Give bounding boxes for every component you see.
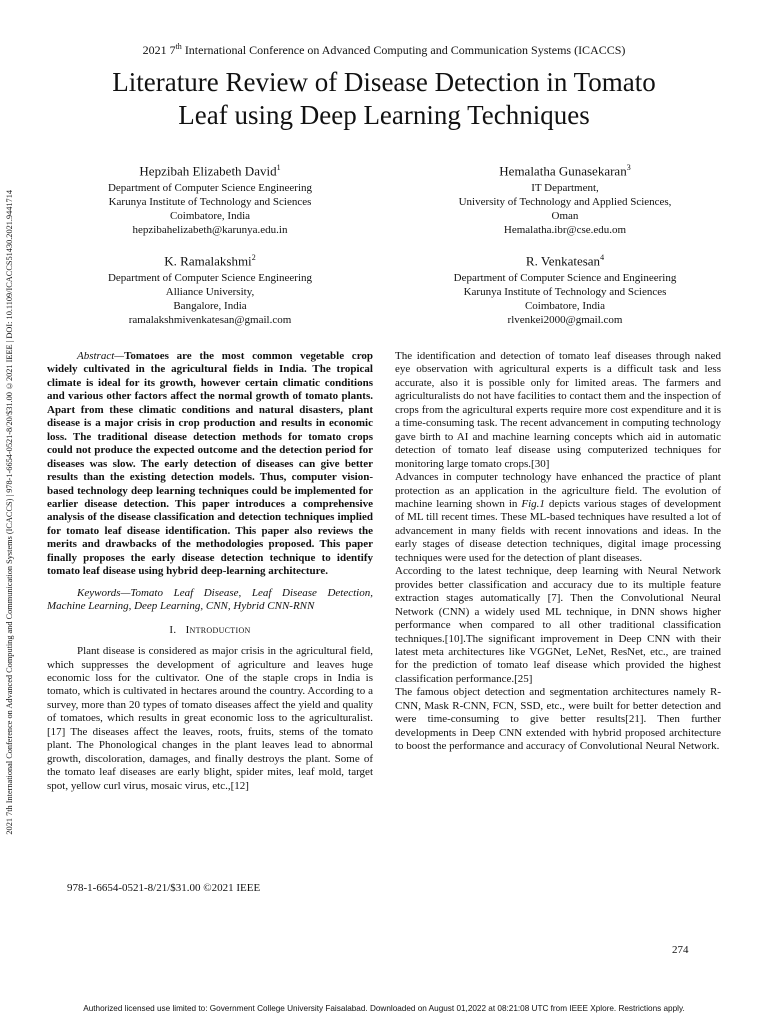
author-affiliation-line: Bangalore, India bbox=[173, 300, 247, 313]
author-name: R. Venkatesan$^4$ bbox=[525, 253, 605, 269]
paper-title bbox=[40, 66, 728, 132]
right-paragraph-2: Advances in computer technology have enhanced the practice of plant protection as an application in the agriculture field. The evolution of machine learning shown in Fig.1 depicts various stages of development of ML till recent times. These ML-based techniques have resulted a lot of advancement in many fields with recent innovations and ideas. In the early stages of disease detection techniques, digital image processing techniques were used for the detection of plant diseases. bbox=[395, 471, 721, 564]
abstract-label: Abstract— bbox=[77, 350, 125, 362]
keywords bbox=[47, 587, 373, 614]
author-name: Hepzibah Elizabeth David$^1$ bbox=[139, 163, 281, 179]
author-block-3 bbox=[410, 158, 720, 237]
keywords-text: Tomato Leaf Disease, Leaf Disease Detection, Machine Learning, Deep Learning, CNN, Hybrid CNN-RNN bbox=[47, 586, 373, 613]
section-heading-introduction bbox=[47, 624, 373, 637]
section-number: I. bbox=[169, 623, 177, 636]
conference-name: International Conference on Advanced Computing and Communication Systems (ICACCS) bbox=[181, 43, 626, 57]
abstract bbox=[47, 350, 373, 579]
section-title: Introduction bbox=[185, 623, 251, 636]
license-footer: Authorized licensed use limited to: Government College University Faisalabad. Downloaded on August 01,2022 at 08:21:08 UTC from IEEE Xplore. Restrictions apply. bbox=[83, 1004, 685, 1013]
keywords-label: Keywords— bbox=[77, 586, 131, 599]
sidebar-doi-text: 2021 7th International Conference on Advanced Computing and Communication Systems (ICACCS) | 978-1-6654-0521-8/20/$31.00 ©2021 IEEE | DOI: 10.1109/ICACCS51430.2021.9441714 bbox=[4, 189, 14, 835]
conference-year: 2021 7 bbox=[142, 43, 176, 57]
author-affiliation-line: IT Department, bbox=[531, 182, 599, 195]
author-affiliation-line: University of Technology and Applied Sciences, bbox=[458, 196, 672, 209]
figure-reference[interactable]: Fig.1 bbox=[521, 497, 545, 510]
author-affiliation-line: Karunya Institute of Technology and Sciences bbox=[108, 196, 312, 209]
author-name: K. Ramalakshmi$^2$ bbox=[164, 253, 256, 269]
author-block-4 bbox=[410, 248, 720, 327]
right-paragraph-4: The famous object detection and segmentation architectures namely R-CNN, Mask R-CNN, FCN, SSD, etc., were built for better detection and were time-consuming to give better results[21]. Then further developments in Deep CNN extended with hybrid proposed architecture to boost the performance and accuracy of Convolutional Neural Network. bbox=[395, 686, 721, 753]
author-affiliation-line: Oman bbox=[551, 210, 579, 223]
conference-header bbox=[0, 42, 768, 58]
author-affiliation-line: Department of Computer Science Engineering bbox=[107, 272, 313, 285]
sidebar-doi bbox=[2, 132, 16, 892]
author-block-1 bbox=[60, 158, 360, 237]
introduction-paragraph-1: Plant disease is considered as major crisis in the agricultural field, which suppresses the development of agriculture and leaves huge economic loss for the cultivator. One of the staple crops in India is tomato, which is cultivated in hectares around the country. According to a survey, more than 20 types of tomato diseases affect the yield and quality of tomatoes, which results in great economic loss to the agriculturalist.[17] The diseases affect the leaves, roots, fruits, stems of the tomato plant. The Phonological changes in the plant leaves lead to abnormal growth, discoloration, damages, and finally destroys the plant. Some of the tomato leaf diseases are early blight, spider mites, leaf mold, target spot, yellow curl virus, mosaic virus, etc.,[12] bbox=[47, 645, 373, 792]
conference-ordinal: th bbox=[175, 42, 182, 51]
copyright-notice: 978-1-6654-0521-8/21/$31.00 ©2021 IEEE bbox=[67, 882, 261, 894]
author-affiliation-line: Department of Computer Science and Engineering bbox=[453, 272, 677, 285]
author-name: Hemalatha Gunasekaran$^3$ bbox=[499, 163, 631, 179]
author-affiliation-line: Karunya Institute of Technology and Sciences bbox=[463, 286, 667, 299]
author-affiliation-line: Department of Computer Science Engineering bbox=[107, 182, 313, 195]
author-email: rlvenkei2000@gmail.com bbox=[507, 314, 623, 327]
author-email: hepzibahelizabeth@karunya.edu.in bbox=[132, 224, 288, 237]
page-number: 274 bbox=[672, 944, 689, 956]
author-affiliation-line: Coimbatore, India bbox=[524, 300, 606, 313]
author-affiliation-line: Coimbatore, India bbox=[169, 210, 251, 223]
author-block-2 bbox=[60, 248, 360, 327]
right-paragraph-1: The identification and detection of tomato leaf diseases through naked eye observation with agricultural experts is a difficult task and less accurate, also it is possible only for limited areas. The farmers and agriculturalists do not have facilities to contact them and the inspection of crops from the agricultural experts require more cost expenditure and it is a time-consuming task. The recent advancement in computing technology gave birth to AI and machine learning concepts which aid in automatic detection of tomato leaf disease using computerized techniques for monitoring large tomato crops.[30] bbox=[395, 350, 721, 470]
right-column bbox=[395, 350, 721, 754]
author-email: ramalakshmivenkatesan@gmail.com bbox=[128, 314, 292, 327]
title-line-2: Leaf using Deep Learning Techniques bbox=[178, 100, 590, 130]
left-column bbox=[47, 350, 373, 793]
author-affiliation-line: Alliance University, bbox=[165, 286, 255, 299]
abstract-text: Tomatoes are the most common vegetable crop widely cultivated in the agricultural fields in India. The tropical climate is ideal for its growth, however certain climatic conditions and various other factors affect the normal growth of tomato plants. Apart from these climatic conditions and natural disasters, plant disease is a major crisis in crop production and results in economic loss. The traditional disease detection methods for tomato crops could not produce the expected outcome and the detection period for diseases was slow. The early detection of diseases can give better results than the existing detection models. Thus, computer vision-based technology deep learning techniques could be implemented for earlier disease detection. This paper introduces a comprehensive analysis of the disease classification and detection techniques implied for tomato leaf disease identification. This paper also reviews the merits and drawbacks of the methodologies proposed. This paper finally proposes the early disease detection technique to identify tomato leaf disease using hybrid deep-learning architecture. bbox=[47, 350, 373, 578]
title-line-1: Literature Review of Disease Detection in Tomato bbox=[112, 67, 656, 97]
right-paragraph-3: According to the latest technique, deep learning with Neural Network provides better classification and accuracy due to its multiple feature extraction stages automatically [7]. Then the Convolutional Neural Network (CNN) a widely used ML technique, in DNN shows higher performance when compared to all other traditional classification techniques.[10].The significant improvement in Deep CNN with their latest meta architectures like VGGNet, LeNet, ResNet, etc., are trained for the prediction of tomato leaf disease which provided the highest classification performance.[25] bbox=[395, 565, 721, 685]
author-email: Hemalatha.ibr@cse.edu.om bbox=[503, 224, 627, 237]
